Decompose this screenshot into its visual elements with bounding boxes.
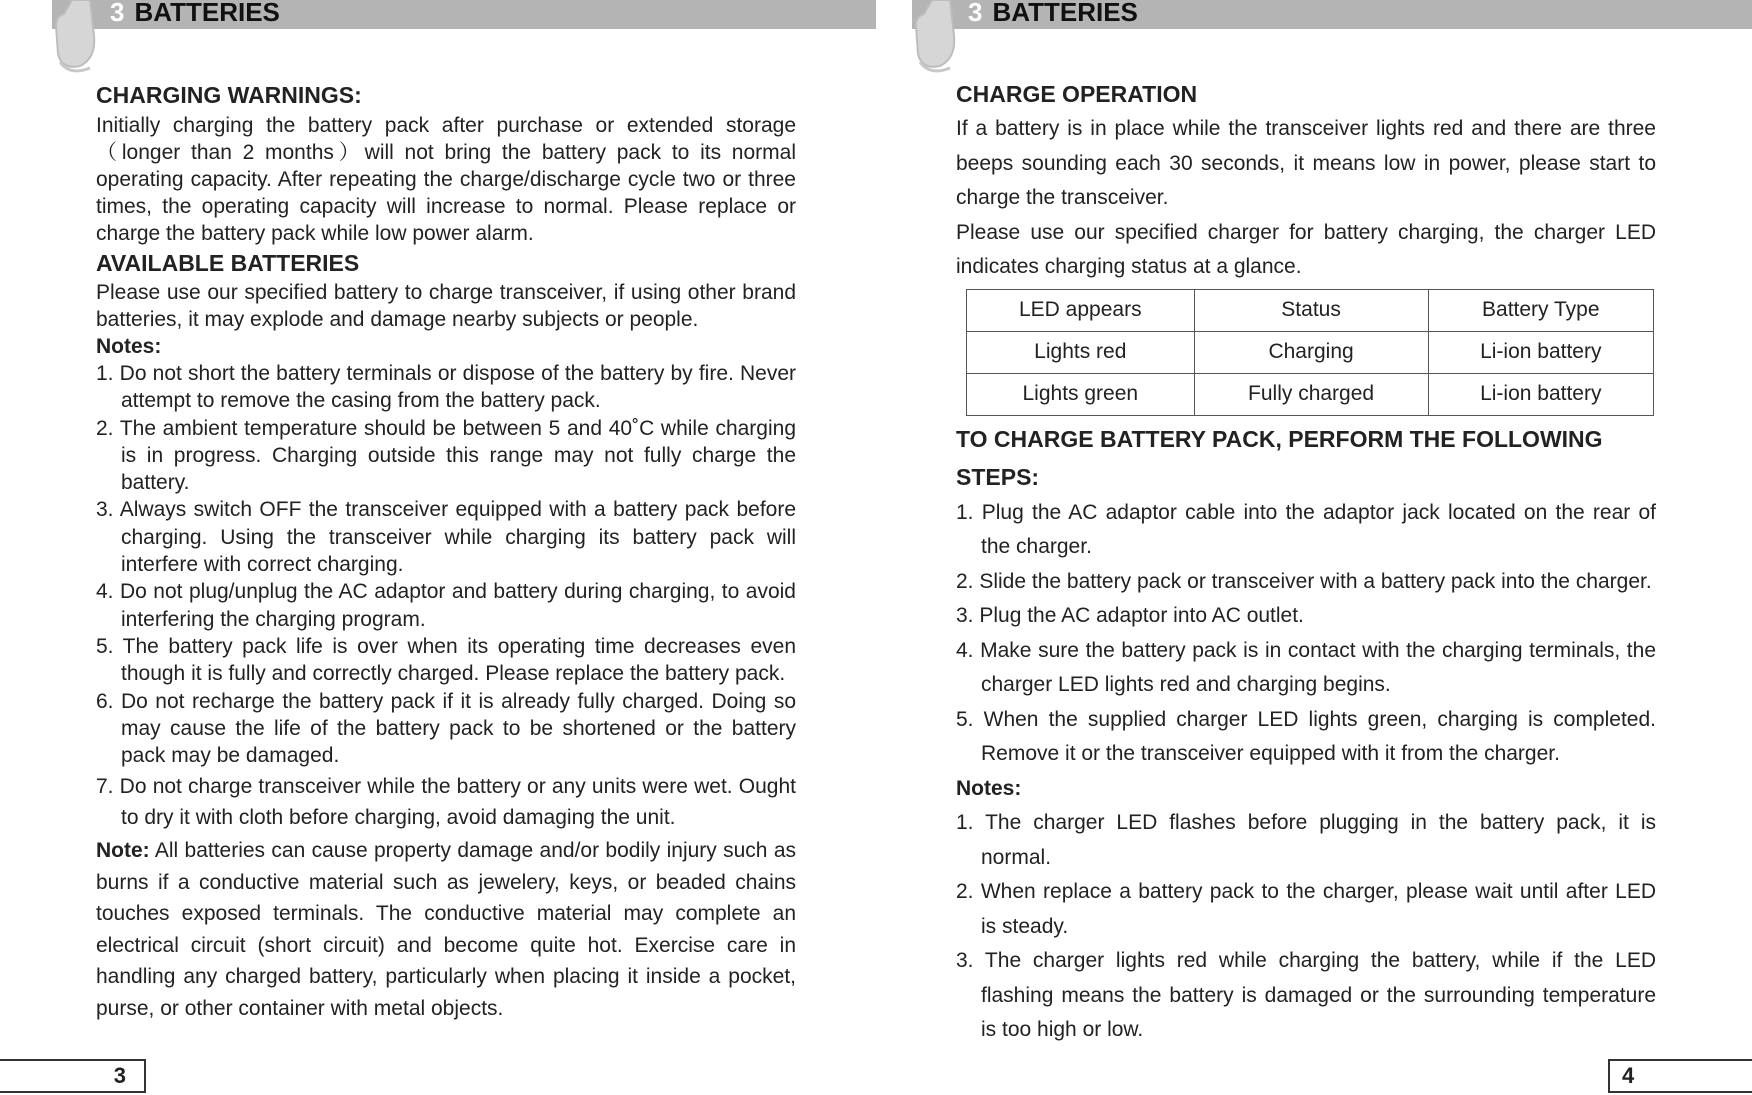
list-item: 6. Do not recharge the battery pack if it is already fully charged. Doing so may cause the life of the battery pack to be shortened or the battery pack may be damaged. (96, 689, 796, 768)
list-item: 1. The charger LED flashes before plugging in the battery pack, it is normal. (956, 811, 1656, 869)
chapter-number: 3 (110, 0, 125, 27)
available-batteries-heading: AVAILABLE BATTERIES (96, 250, 360, 276)
list-item: 5. When the supplied charger LED lights green, charging is completed. Remove it or the transceiver equipped with it from the charger. (956, 707, 1656, 765)
warning-notes-list (96, 360, 796, 833)
hand-icon (910, 0, 970, 76)
left-page-number: 3 (0, 1059, 146, 1093)
table-row (967, 331, 1654, 373)
notes-label: Notes: (96, 335, 162, 358)
left-header-title: 3 BATTERIES (110, 0, 280, 28)
table-header-row (967, 289, 1654, 331)
hand-icon (50, 0, 110, 76)
charging-warnings-text: Initially charging the battery pack after purchase or extended storage （longer than 2 months）will not bring the battery pack to its normal operating capacity. After repeating the charge/discharge cycle two or three times, the operating capacity will increase to normal. Please replace or charge the battery pack while low power alarm. (96, 114, 796, 245)
charge-operation-text: If a battery is in place while the transceiver lights red and there are three beeps sounding each 30 seconds, it means low in power, please start to charge the transceiver. (956, 117, 1656, 209)
table-header-cell: LED appears (967, 289, 1195, 331)
table-row (967, 373, 1654, 415)
table-cell: Fully charged (1194, 373, 1428, 415)
chapter-number: 3 (968, 0, 983, 27)
charger-led-text: Please use our specified charger for battery charging, the charger LED indicates charging status at a glance. (956, 220, 1656, 278)
table-cell: Charging (1194, 331, 1428, 373)
list-item: 1. Plug the AC adaptor cable into the adaptor jack located on the rear of the charger. (956, 500, 1656, 558)
charging-steps-list (956, 496, 1656, 772)
charge-operation-heading: CHARGE OPERATION (956, 81, 1198, 107)
available-batteries-text: Please use our specified battery to charge transceiver, if using other brand batteries, it may explode and damage nearby subjects or people. (96, 281, 796, 331)
notes-label: Notes: (956, 776, 1022, 800)
table-cell: Li-ion battery (1428, 373, 1653, 415)
list-item: 3. The charger lights red while charging the battery, while if the LED flashing means the battery is damaged or the surrounding temperature is too high or low. (956, 949, 1656, 1041)
charging-warnings-heading: CHARGING WARNINGS: (96, 82, 362, 108)
list-item: 2. The ambient temperature should be between 5 and 40˚C while charging is in progress. Charging outside this range may not fully charge the battery. (96, 416, 796, 495)
right-page-number: 4 (1608, 1059, 1752, 1093)
table-cell: Lights red (967, 331, 1195, 373)
right-header-title: 3 BATTERIES (968, 0, 1138, 28)
list-item: 1. Do not short the battery terminals or dispose of the battery by fire. Never attempt to remove the casing from the battery pack. (96, 362, 796, 413)
list-item: 7. Do not charge transceiver while the battery or any units were wet. Ought to dry it with cloth before charging, avoid damaging the unit. (96, 775, 796, 830)
list-item: 5. The battery pack life is over when its operating time decreases even though it is fully and correctly charged. Please replace the battery pack. (96, 634, 796, 686)
list-item: 2. Slide the battery pack or transceiver with a battery pack into the charger. (956, 569, 1652, 593)
note-text: All batteries can cause property damage and/or bodily injury such as burns if a conductive material such as jewelery, keys, or beaded chains touches exposed terminals. The conductive material may complete an electrical circuit (short circuit) and become quite hot. Exercise care in handling any charged battery, particularly when placing it inside a pocket, purse, or other container with metal objects. (96, 839, 796, 1020)
charging-steps-heading: TO CHARGE BATTERY PACK, PERFORM THE FOLLOWING STEPS: (956, 425, 1603, 490)
list-item: 3. Plug the AC adaptor into AC outlet. (956, 604, 1304, 627)
list-item: 4. Make sure the battery pack is in contact with the charging terminals, the charger LED lights red and charging begins. (956, 638, 1656, 696)
list-item: 3. Always switch OFF the transceiver equipped with a battery pack before charging. Using the transceiver while charging its battery pack will interfere with correct charging. (96, 498, 796, 577)
left-page-content (96, 78, 796, 1024)
table-cell: Lights green (967, 373, 1195, 415)
safety-note (96, 835, 796, 1024)
table-header-cell: Status (1194, 289, 1428, 331)
charger-notes-list (956, 806, 1656, 1048)
led-status-table (966, 289, 1654, 416)
table-header-cell: Battery Type (1428, 289, 1653, 331)
table-cell: Li-ion battery (1428, 331, 1653, 373)
list-item: 2. When replace a battery pack to the charger, please wait until after LED is steady. (956, 880, 1656, 938)
note-label: Note: (96, 839, 150, 863)
list-item: 4. Do not plug/unplug the AC adaptor and battery during charging, to avoid interfering the charging program. (96, 580, 796, 631)
right-page-content (956, 78, 1656, 1048)
